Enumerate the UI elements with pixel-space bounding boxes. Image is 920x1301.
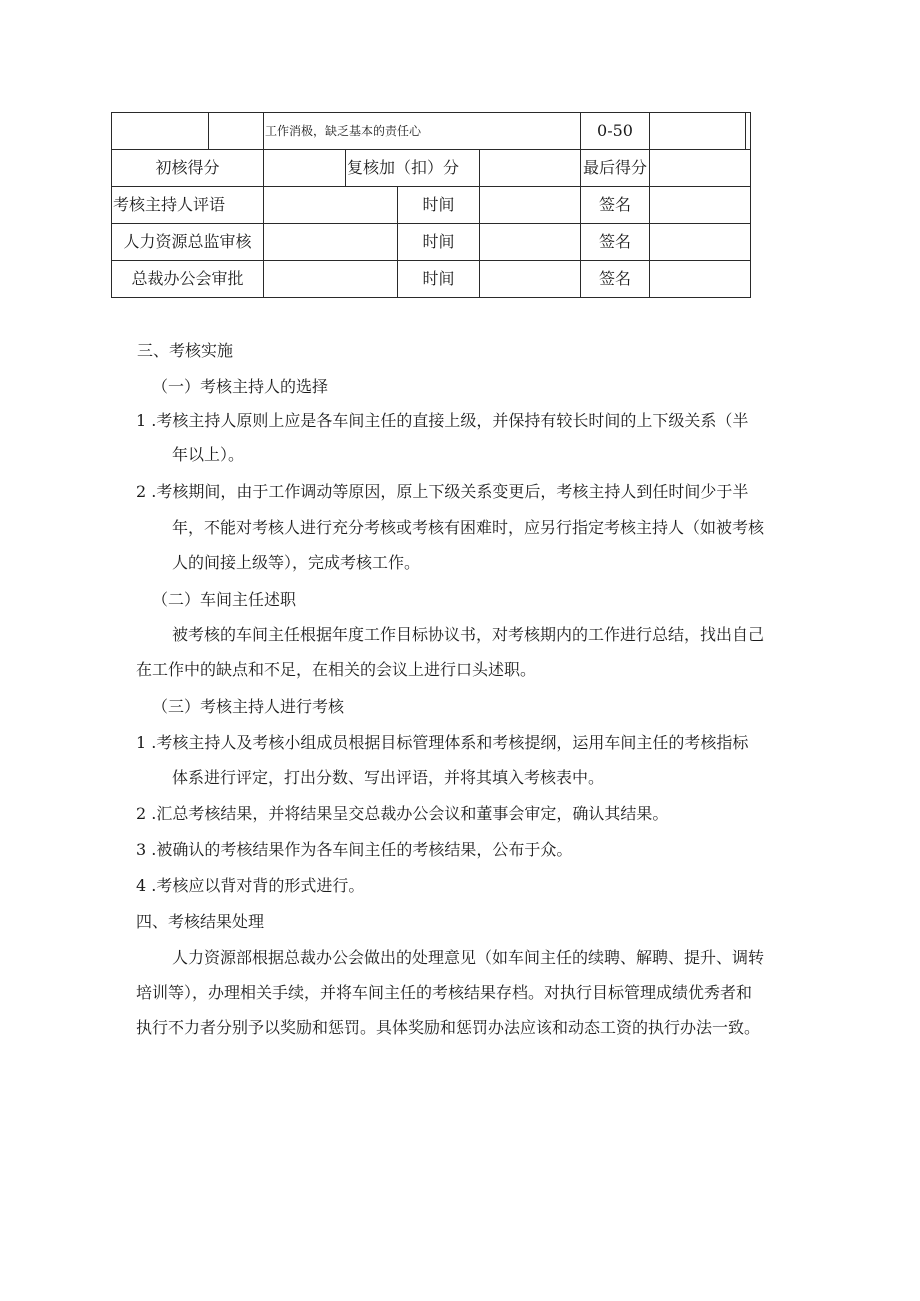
sub1-item1-line1: 1 .考核主持人原则上应是各车间主任的直接上级，并保持有较长时间的上下级关系（半	[136, 411, 749, 430]
sign-value	[650, 224, 751, 261]
section-3-title: 三、考核实施	[137, 341, 234, 360]
sub3-item3: 3 .被确认的考核结果作为各车间主任的考核结果，公布于众。	[136, 840, 573, 859]
host-comment-label: 考核主持人评语	[112, 187, 264, 224]
hr-director-label: 人力资源总监审核	[112, 224, 264, 261]
initial-score-value	[264, 150, 346, 187]
time-value	[480, 224, 581, 261]
sub1-item2-line3: 人的间接上级等），完成考核工作。	[172, 553, 421, 572]
subsection-1-title: （一）考核主持人的选择	[152, 377, 329, 396]
sign-label: 签名	[581, 187, 650, 224]
time-value	[480, 261, 581, 298]
sign-label: 签名	[581, 261, 650, 298]
criteria-cell: 工作消极，缺乏基本的责任心	[264, 113, 581, 150]
sub3-item1-line2: 体系进行评定，打出分数、写出评语，并将其填入考核表中。	[172, 768, 605, 787]
table-row	[112, 261, 751, 298]
time-label: 时间	[398, 224, 480, 261]
president-approval-label: 总裁办公会审批	[112, 261, 264, 298]
evaluation-table	[111, 112, 751, 298]
table-row	[112, 150, 751, 187]
table-cell-empty	[650, 113, 746, 150]
section4-para-line3: 执行不力者分别予以奖励和惩罚。具体奖励和惩罚办法应该和动态工资的执行办法一致。	[136, 1018, 761, 1037]
sign-label: 签名	[581, 224, 650, 261]
sub1-item1-line2: 年以上）。	[172, 445, 245, 464]
review-adjust-value	[480, 150, 581, 187]
sub2-para-line2: 在工作中的缺点和不足，在相关的会议上进行口头述职。	[136, 660, 537, 679]
table-cell-empty	[209, 113, 264, 150]
section-4-title: 四、考核结果处理	[136, 912, 265, 931]
time-label: 时间	[398, 187, 480, 224]
initial-score-label: 初核得分	[112, 150, 264, 187]
host-comment-value	[264, 187, 398, 224]
subsection-2-title: （二）车间主任述职	[152, 590, 297, 609]
table-row	[112, 187, 751, 224]
time-label: 时间	[398, 261, 480, 298]
table-row	[112, 113, 751, 150]
president-approval-value	[264, 261, 398, 298]
sub3-item2: 2 .汇总考核结果，并将结果呈交总裁办公会议和董事会审定，确认其结果。	[136, 804, 669, 823]
table-cell-empty	[746, 113, 751, 150]
table-row	[112, 224, 751, 261]
sub2-para-line1: 被考核的车间主任根据年度工作目标协议书，对考核期内的工作进行总结，找出自己	[172, 625, 765, 644]
sub1-item2-line2: 年，不能对考核人进行充分考核或考核有困难时，应另行指定考核主持人（如被考核	[172, 518, 765, 537]
sign-value	[650, 261, 751, 298]
sub1-item2-line1: 2 .考核期间，由于工作调动等原因，原上下级关系变更后，考核主持人到任时间少于半	[136, 482, 749, 501]
final-score-value	[650, 150, 751, 187]
final-score-label: 最后得分	[581, 150, 650, 187]
sign-value	[650, 187, 751, 224]
review-adjust-label: 复核加（扣）分	[346, 150, 480, 187]
table-cell-empty	[112, 113, 209, 150]
section4-para-line1: 人力资源部根据总裁办公会做出的处理意见（如车间主任的续聘、解聘、提升、调转	[172, 948, 765, 967]
sub3-item1-line1: 1 .考核主持人及考核小组成员根据目标管理体系和考核提纲，运用车间主任的考核指标	[136, 733, 749, 752]
subsection-3-title: （三）考核主持人进行考核	[152, 697, 345, 716]
section4-para-line2: 培训等），办理相关手续，并将车间主任的考核结果存档。对执行目标管理成绩优秀者和	[136, 983, 753, 1002]
score-range-cell: 0-50	[581, 113, 650, 150]
time-value	[480, 187, 581, 224]
sub3-item4: 4 .考核应以背对背的形式进行。	[136, 876, 365, 895]
hr-director-value	[264, 224, 398, 261]
